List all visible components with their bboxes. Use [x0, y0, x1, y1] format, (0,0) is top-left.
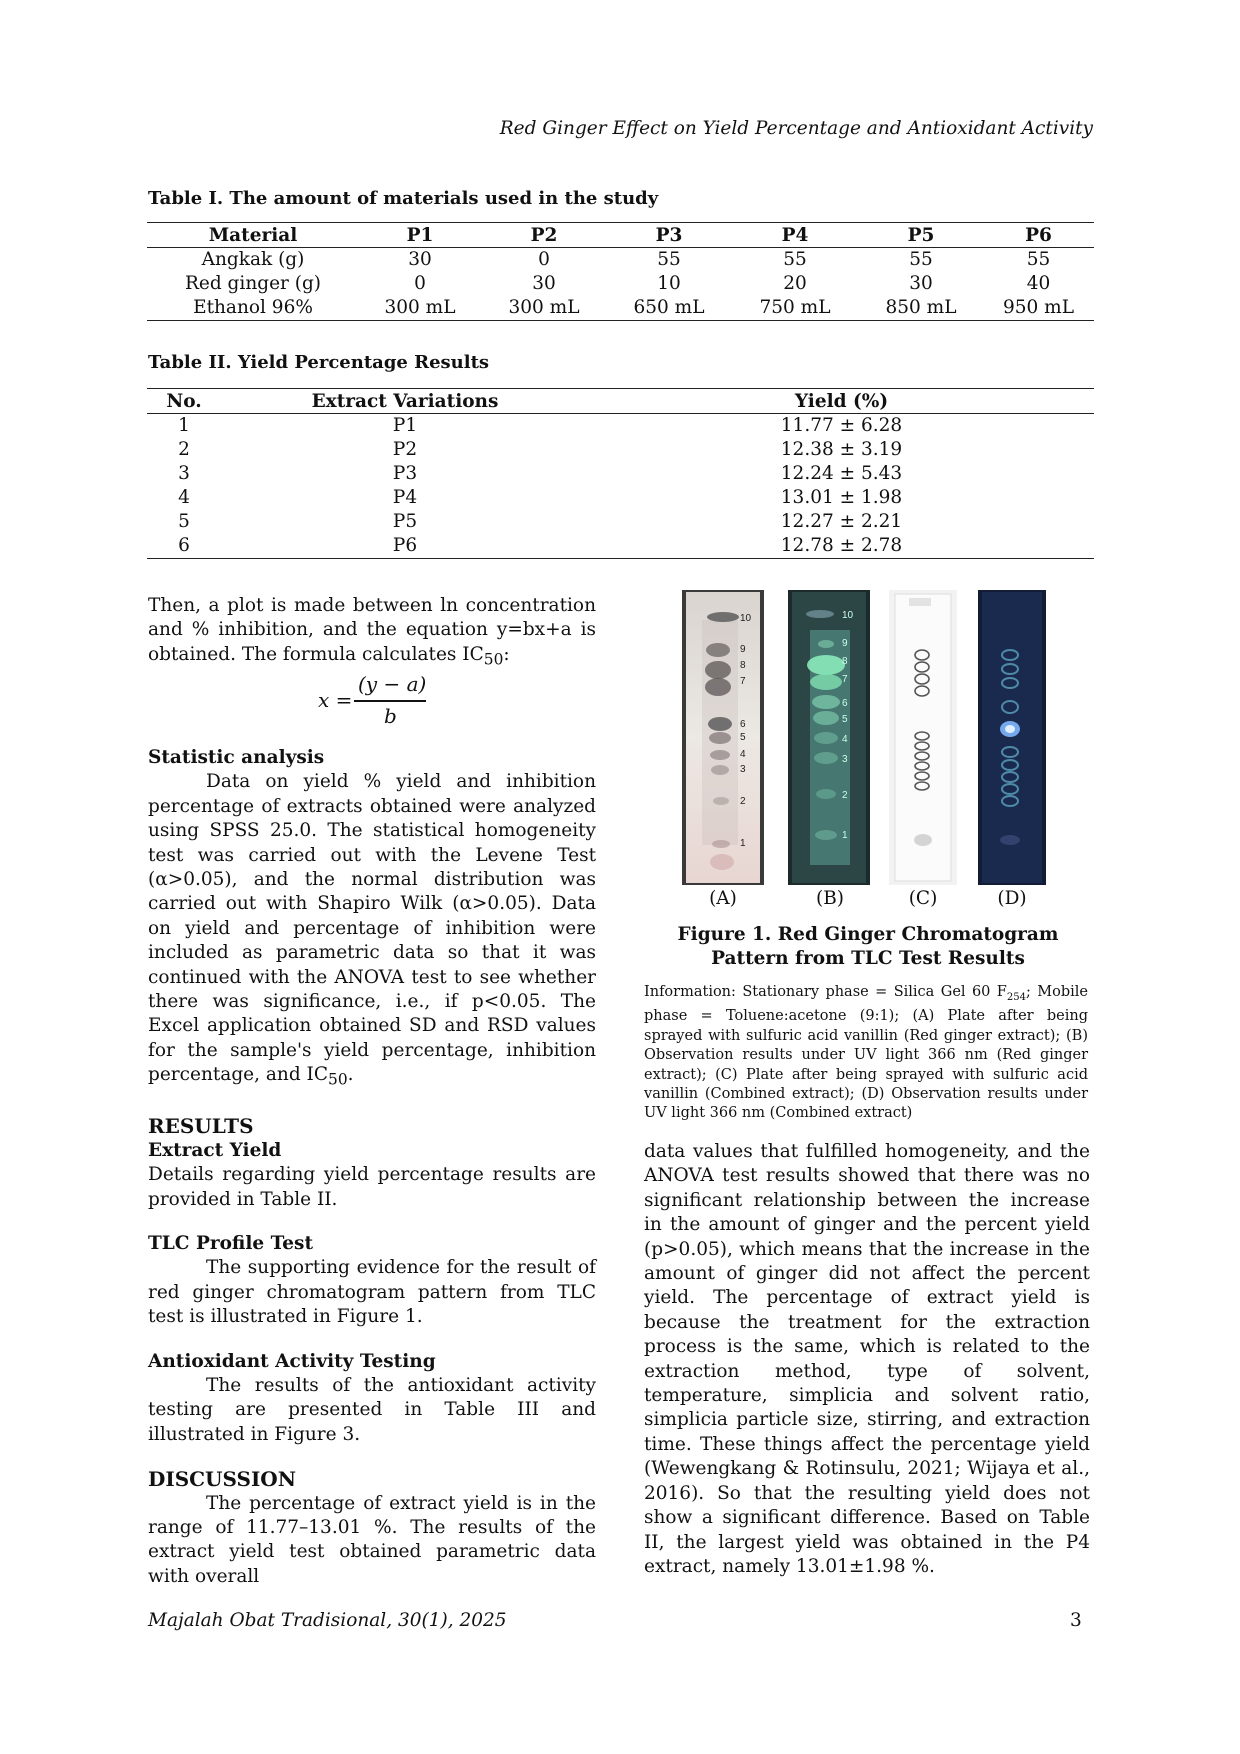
discussion-paragraph: The percentage of extract yield is in the range of 11.77–13.01 %. The results of the extract yield test obtained parametric data with overall	[148, 1492, 596, 1587]
spot-number-label: 7	[842, 674, 848, 685]
table-cell: Red ginger (g)	[184, 273, 322, 294]
figure-information	[644, 983, 1088, 1124]
tlc-plate-b	[788, 590, 870, 885]
intro-paragraph	[148, 594, 596, 672]
table-row	[147, 296, 1094, 321]
table-cell: 11.77 ± 6.28	[780, 415, 903, 436]
antioxidant-paragraph: The results of the antioxidant activity testing are presented in Table III and illustrated in Figure 3.	[148, 1375, 596, 1445]
table-cell: 3	[178, 463, 190, 484]
table-cell: 0	[538, 249, 550, 270]
spot-number-label: 5	[740, 732, 746, 743]
table-cell: 13.01 ± 1.98	[780, 487, 903, 508]
table1-caption: Table I. The amount of materials used in the study	[148, 188, 659, 209]
table-cell: 850 mL	[885, 297, 957, 318]
table-cell: 6	[178, 535, 190, 556]
spot-number-label: 1	[740, 838, 746, 849]
table1-header: P6	[1025, 224, 1052, 246]
table2-caption: Table II. Yield Percentage Results	[148, 352, 490, 373]
table2-header: Extract Variations	[311, 390, 499, 412]
tlc-plate-a	[682, 590, 764, 885]
stat-text: Data on yield % yield and inhibition percentage of extracts obtained were analyzed using SPSS 25.0. The statistical homogeneity test was carried out with the Levene Test (α>0.05), and the normal distribution was carried out with Shapiro Wilk (α>0.05). Data on yield and percentage of inhibition were included as parametric data so that it was continued with the ANOVA test to see whether there was significance, i.e., if p<0.05. The Excel application obtained SD and RSD values for the sample's yield percentage, inhibition percentage, and IC	[148, 771, 596, 1086]
table-cell: 40	[1026, 273, 1051, 294]
intro-text: Then, a plot is made between ln concentration and % inhibition, and the equation y=bx+a is obtained. The formula calculates IC	[148, 595, 596, 665]
stat-heading: Statistic analysis	[148, 747, 325, 768]
spot-number-label: 6	[842, 698, 848, 709]
formula-numerator: (y − a)	[358, 672, 427, 696]
table1-header: P2	[530, 224, 558, 246]
extract-yield-paragraph: Details regarding yield percentage results are provided in Table II.	[148, 1164, 596, 1210]
table-cell: 300 mL	[384, 297, 456, 318]
table-cell: 30	[909, 273, 933, 294]
table-cell: P2	[392, 439, 418, 460]
table-cell: 4	[178, 487, 190, 508]
spot-number-label: 8	[740, 660, 746, 671]
figure-caption-line1: Figure 1. Red Ginger Chromatogram	[677, 924, 1059, 945]
table-cell: P6	[392, 535, 418, 556]
table-cell: 12.27 ± 2.21	[780, 511, 903, 532]
stat-subscript: 50	[328, 1070, 348, 1089]
table2-header: No.	[166, 390, 202, 412]
plate-label-a: (A)	[709, 888, 737, 909]
intro-end: :	[503, 643, 510, 665]
intro-subscript: 50	[483, 650, 504, 669]
table-cell: 55	[909, 249, 933, 270]
table-row	[147, 534, 1094, 559]
left-column-body	[148, 746, 596, 1589]
table-cell: 12.24 ± 5.43	[780, 463, 903, 484]
table1	[147, 222, 1094, 321]
table-cell: 10	[657, 273, 681, 294]
table-cell: 1	[178, 415, 190, 436]
spot-number-label: 2	[842, 790, 848, 801]
right-column-paragraph: data values that fulfilled homogeneity, and the ANOVA test results showed that there was no significant relationship between the increase in the amount of ginger and the percent yield (p>0.05), which means that the increase in the amount of ginger did not affect the percent yield. The percentage of extract yield is because the treatment for the extraction process is the same, which is related to the extraction method, type of solvent, temperature, simplicia and solvent ratio, simplicia particle size, stirring, and extraction time. These things affect the percentage yield (Wewengkang & Rotinsulu, 2021; Wijaya et al., 2016). So that the resulting yield does not show a significant difference. Based on Table II, the largest yield was obtained in the P4 extract, namely 13.01±1.98 %.	[644, 1141, 1090, 1577]
results-heading: RESULTS	[148, 1114, 254, 1139]
table-row	[147, 486, 1094, 510]
table2	[147, 388, 1094, 559]
plate-label-c: (C)	[908, 888, 938, 909]
page-number: 3	[1070, 1610, 1082, 1631]
table-cell: 750 mL	[759, 297, 831, 318]
table-row	[147, 438, 1094, 462]
table-cell: 5	[178, 511, 190, 532]
tlc-paragraph: The supporting evidence for the result of red ginger chromatogram pattern from TLC test is illustrated in Figure 1.	[148, 1257, 596, 1328]
table-cell: 55	[657, 249, 681, 270]
figure-info-subscript: 254	[1006, 991, 1026, 1003]
figure-caption-line2: Pattern from TLC Test Results	[711, 948, 1025, 969]
table-cell: 0	[414, 273, 426, 294]
plate-label-d: (D)	[997, 888, 1027, 909]
table2-header: Yield (%)	[794, 390, 889, 412]
footer-journal: Majalah Obat Tradisional, 30(1), 2025	[148, 1610, 507, 1631]
spot-number-label: 10	[740, 613, 752, 624]
table-cell: 2	[178, 439, 190, 460]
table-cell: 55	[783, 249, 807, 270]
table1-header: P4	[781, 224, 809, 246]
table-row	[147, 414, 1094, 439]
antioxidant-heading: Antioxidant Activity Testing	[148, 1350, 436, 1372]
table-cell: P3	[392, 463, 418, 484]
table1-header: Material	[208, 224, 298, 246]
stat-end: .	[347, 1064, 354, 1086]
formula-lhs: x =	[318, 688, 353, 712]
table-cell: 950 mL	[1002, 297, 1075, 318]
spot-number-label: 3	[842, 754, 848, 765]
fraction-bar	[354, 700, 426, 702]
table1-header-row	[147, 223, 1094, 248]
table-cell: 12.38 ± 3.19	[780, 439, 903, 460]
extract-yield-heading: Extract Yield	[148, 1139, 282, 1161]
spot-number-label: 3	[740, 764, 746, 775]
figure-info-text: Information: Stationary phase = Silica Gel 60 F	[644, 984, 1007, 1000]
table1-header: P3	[655, 224, 683, 246]
figure-info-text-2: ; Mobile phase = Toluene:acetone (9:1); (A) Plate after being sprayed with sulfuric acid vanillin (Red ginger extract); (B) Observation results under UV light 366 nm (Red ginger extract); (C) Plate after being sprayed with sulfuric acid vanillin (Combined extract); (D) Observation results under UV light 366 nm (Combined extract)	[644, 984, 1088, 1122]
table-cell: 300 mL	[508, 297, 580, 318]
table-cell: P1	[392, 415, 418, 436]
spot-number-label: 10	[842, 610, 854, 621]
table-cell: Angkak (g)	[201, 249, 305, 270]
table-cell: P4	[392, 487, 418, 508]
table-cell: P5	[392, 511, 418, 532]
stat-paragraph	[148, 770, 596, 1092]
figure-caption	[648, 923, 1088, 971]
spot-number-label: 8	[842, 656, 848, 667]
tlc-plate-c	[889, 590, 957, 885]
tlc-heading: TLC Profile Test	[148, 1233, 314, 1254]
running-head: Red Ginger Effect on Yield Percentage and Antioxidant Activity	[499, 118, 1093, 139]
spot-number-label: 5	[842, 714, 848, 725]
table-row	[147, 248, 1094, 273]
spot-number-label: 4	[842, 734, 848, 745]
spot-number-label: 6	[740, 719, 746, 730]
table-cell: 650 mL	[633, 297, 705, 318]
discussion-heading: DISCUSSION	[148, 1467, 297, 1492]
spot-number-label: 1	[842, 830, 848, 841]
table2-header-row	[147, 389, 1094, 414]
table-cell: 55	[1026, 249, 1051, 270]
table-row	[147, 462, 1094, 486]
table-cell: Ethanol 96%	[193, 297, 313, 318]
table1-header: P5	[907, 224, 935, 246]
table-cell: 30	[532, 273, 556, 294]
formula-denominator: b	[384, 704, 397, 728]
plate-label-b: (B)	[815, 888, 845, 909]
table-cell: 12.78 ± 2.78	[780, 535, 903, 556]
spot-number-label: 7	[740, 676, 746, 687]
table-cell: 20	[783, 273, 807, 294]
tlc-plate-d	[978, 590, 1046, 885]
table-row	[147, 510, 1094, 534]
table-cell: 30	[408, 249, 432, 270]
table1-header: P1	[406, 224, 434, 246]
spot-number-label: 9	[740, 644, 746, 655]
spot-number-label: 9	[842, 638, 848, 649]
spot-number-label: 2	[740, 796, 746, 807]
table-row	[147, 272, 1094, 296]
spot-number-label: 4	[740, 749, 746, 760]
